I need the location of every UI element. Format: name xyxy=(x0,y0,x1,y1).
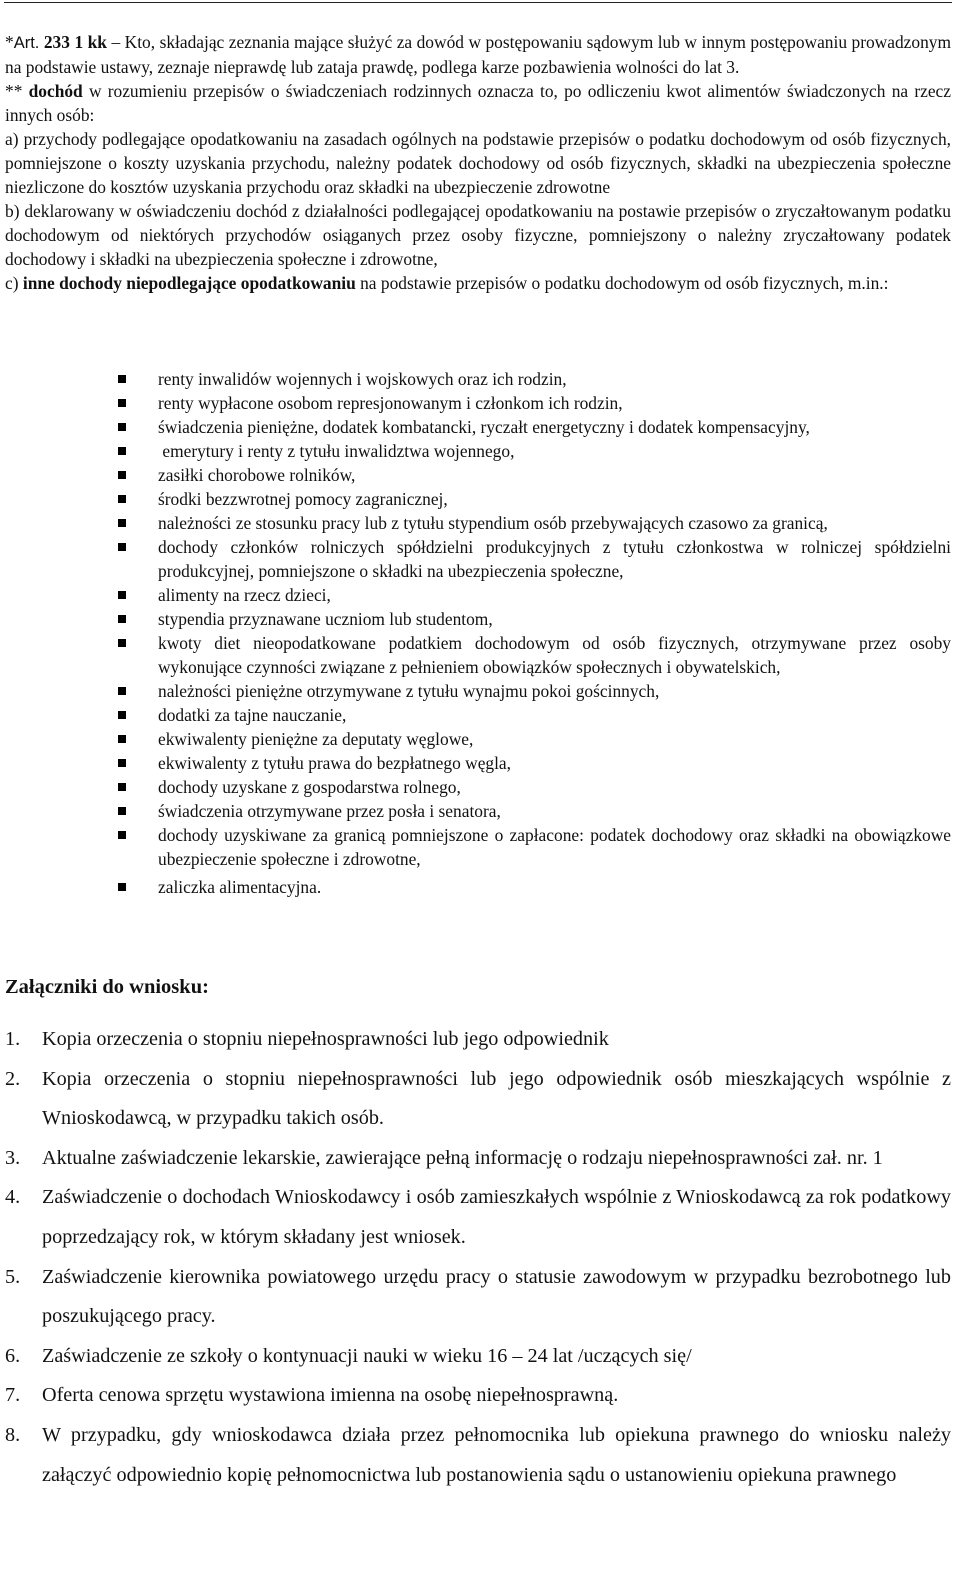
top-divider xyxy=(4,2,952,3)
list-item-text: kwoty diet nieopodatkowane podatkiem dochodowym od osób fizycznych, otrzymywane przez osoby wykonujące czynności związane z pełnieniem obowiązków społecznych i obywatelskich, xyxy=(158,633,951,677)
list-item xyxy=(5,487,951,511)
list-item xyxy=(5,679,951,703)
list-item xyxy=(5,775,951,799)
list-item-text: należności pieniężne otrzymywane z tytułu wynajmu pokoi gościnnych, xyxy=(158,681,660,701)
square-bullet-icon xyxy=(118,519,126,527)
list-item xyxy=(5,799,951,823)
list-item-text: zaliczka alimentacyjna. xyxy=(158,877,322,897)
square-bullet-icon xyxy=(118,375,126,383)
square-bullet-icon xyxy=(118,831,126,839)
income-intro: w rozumieniu przepisów o świadczeniach rodzinnych oznacza to, po odliczeniu kwot alimentów świadczonych na rzecz innych osób: xyxy=(5,81,951,125)
attachment-number: 6. xyxy=(5,1344,21,1367)
list-item xyxy=(5,415,951,439)
square-bullet-icon xyxy=(118,423,126,431)
income-term: dochód xyxy=(28,81,83,101)
square-bullet-icon xyxy=(118,807,126,815)
attachment-text: Oferta cenowa sprzętu wystawiona imienna na osobę niepełnosprawną. xyxy=(42,1384,619,1407)
attachment-item xyxy=(5,1376,951,1416)
attachment-text: Kopia orzeczenia o stopniu niepełnosprawności lub jego odpowiednik osób mieszkających wspólnie z Wnioskodawcą, w przypadku takich osób. xyxy=(42,1067,951,1130)
list-item-text: należności ze stosunku pracy lub z tytułu stypendium osób przebywających czasowo za granicą, xyxy=(158,513,828,533)
square-bullet-icon xyxy=(118,735,126,743)
list-item xyxy=(5,439,951,463)
list-item-text: dochody członków rolniczych spółdzielni produkcyjnych z tytułu członkostwa w rolniczej spółdzielni produkcyjnej, pomniejszone o składki na ubezpieczenia społeczne, xyxy=(158,537,951,581)
attachment-item xyxy=(5,1416,951,1495)
square-bullet-icon xyxy=(118,759,126,767)
list-item xyxy=(5,875,951,899)
square-bullet-icon xyxy=(118,783,126,791)
square-bullet-icon xyxy=(118,447,126,455)
square-bullet-icon xyxy=(118,615,126,623)
attachment-text: Kopia orzeczenia o stopniu niepełnosprawności lub jego odpowiednik xyxy=(42,1028,609,1050)
square-bullet-icon xyxy=(118,711,126,719)
attachment-text: W przypadku, gdy wnioskodawca działa przez pełnomocnika lub opiekuna prawnego do wniosku należy załączyć odpowiednio kopię pełnomocnictwa lub postanowienia sądu o ustanowieniu opiekuna prawnego xyxy=(42,1423,951,1486)
attachment-number: 3. xyxy=(5,1146,21,1169)
list-item-text: renty wypłacone osobom represjonowanym i członkom ich rodzin, xyxy=(158,393,623,413)
footnote-income-definition xyxy=(5,79,951,127)
footnote-block xyxy=(5,30,951,295)
list-item-text: środki bezzwrotnej pomocy zagranicznej, xyxy=(158,489,448,509)
square-bullet-icon xyxy=(118,639,126,647)
list-item-text: renty inwalidów wojennych i wojskowych oraz ich rodzin, xyxy=(158,369,567,389)
square-bullet-icon xyxy=(118,591,126,599)
list-item xyxy=(5,583,951,607)
attachment-text: Zaświadczenie ze szkoły o kontynuacji nauki w wieku 16 – 24 lat /uczących się/ xyxy=(42,1344,692,1367)
item-c-rest: na podstawie przepisów o podatku dochodowym od osób fizycznych, m.in.: xyxy=(355,273,889,293)
footnote-double-asterisk: ** xyxy=(5,81,29,101)
attachments-list xyxy=(5,1020,951,1495)
list-item-text: emerytury i renty z tytułu inwalidztwa wojennego, xyxy=(158,441,515,461)
square-bullet-icon xyxy=(118,687,126,695)
attachment-item xyxy=(5,1020,951,1060)
list-item-text: dochody uzyskiwane za granicą pomniejszone o zapłacone: podatek dochodowy oraz składki na obowiązkowe ubezpieczenie społeczne i zdrowotne, xyxy=(158,825,951,869)
income-item-b: b) deklarowany w oświadczeniu dochód z działalności podlegającej opodatkowaniu na postawie przepisów o zryczałtowanym podatku dochodowym od niektórych przychodów osiąganych przez osoby fizyczne, pomniejszony o należny zryczałtowany podatek dochodowy i składki na ubezpieczenia społeczne i zdrowotne, xyxy=(5,201,951,269)
income-item-a: a) przychody podlegające opodatkowaniu na zasadach ogólnych na podstawie przepisów o podatku dochodowym od osób fizycznych, pomniejszone o koszty uzyskania przychodu, należny podatek dochodowy od osób fizycznych, składki na ubezpieczenia społeczne niezliczone do kosztów uzyskania przychodu oraz składki na ubezpieczenie zdrowotne xyxy=(5,129,951,197)
square-bullet-icon xyxy=(118,471,126,479)
attachment-text: Zaświadczenie o dochodach Wnioskodawcy i osób zamieszkałych wspólnie z Wnioskodawcą za rok podatkowy poprzedzający rok, w którym składany jest wniosek. xyxy=(42,1186,951,1248)
list-item xyxy=(5,391,951,415)
list-item-text: dodatki za tajne nauczanie, xyxy=(158,705,347,725)
list-item-text: alimenty na rzecz dzieci, xyxy=(158,585,331,605)
attachment-number: 2. xyxy=(5,1067,21,1090)
list-item-text: zasiłki chorobowe rolników, xyxy=(158,465,356,485)
list-item xyxy=(5,823,951,871)
attachment-item xyxy=(5,1258,951,1337)
attachment-number: 8. xyxy=(5,1423,21,1446)
list-item xyxy=(5,511,951,535)
attachment-item xyxy=(5,1178,951,1257)
list-item xyxy=(5,703,951,727)
list-item-text: świadczenia pieniężne, dodatek kombatancki, ryczałt energetyczny i dodatek kompensacyjny, xyxy=(158,417,810,437)
list-item-text: ekwiwalenty pieniężne za deputaty węglowe, xyxy=(158,729,474,749)
item-c-bold: inne dochody niepodlegające opodatkowaniu xyxy=(22,273,356,293)
article-abbrev: Art. xyxy=(13,34,40,52)
attachment-item xyxy=(5,1060,951,1139)
list-item xyxy=(5,367,951,391)
attachment-number: 1. xyxy=(5,1028,21,1050)
attachment-text: Aktualne zaświadczenie lekarskie, zawierające pełną informację o rodzaju niepełnosprawności zał. nr. 1 xyxy=(42,1146,883,1169)
footnote-asterisk: * xyxy=(5,32,14,52)
footnote-article-233 xyxy=(5,30,951,79)
list-item xyxy=(5,631,951,679)
list-item xyxy=(5,751,951,775)
list-item-text: świadczenia otrzymywane przez posła i senatora, xyxy=(158,801,501,821)
list-item xyxy=(5,727,951,751)
untaxed-income-list xyxy=(5,367,951,899)
list-item xyxy=(5,535,951,583)
attachment-number: 5. xyxy=(5,1265,21,1288)
square-bullet-icon xyxy=(118,543,126,551)
square-bullet-icon xyxy=(118,399,126,407)
attachment-text: Zaświadczenie kierownika powiatowego urzędu pracy o statusie zawodowym w przypadku bezrobotnego lub poszukującego pracy. xyxy=(42,1265,951,1328)
list-item-text: dochody uzyskane z gospodarstwa rolnego, xyxy=(158,777,461,797)
list-item xyxy=(5,607,951,631)
list-item-text: ekwiwalenty z tytułu prawa do bezpłatnego węgla, xyxy=(158,753,512,773)
attachment-item xyxy=(5,1337,951,1377)
square-bullet-icon xyxy=(118,495,126,503)
attachments-heading: Załączniki do wniosku: xyxy=(5,976,209,998)
attachment-item xyxy=(5,1139,951,1179)
article-reference: 233 1 kk xyxy=(39,32,107,52)
article-text: – Kto, składając zeznania mające służyć za dowód w postępowaniu sądowym lub w innym postępowaniu prowadzonym na podstawie ustawy, zeznaje nieprawdę lub zataja prawdę, podlega karze pozbawienia wolności do lat 3. xyxy=(5,32,951,77)
item-c-prefix: c) xyxy=(5,273,23,293)
attachment-number: 4. xyxy=(5,1186,21,1209)
attachment-number: 7. xyxy=(5,1384,21,1407)
square-bullet-icon xyxy=(118,883,126,891)
list-item xyxy=(5,463,951,487)
list-item-text: stypendia przyznawane uczniom lub studentom, xyxy=(158,609,493,629)
income-item-c xyxy=(5,271,951,295)
